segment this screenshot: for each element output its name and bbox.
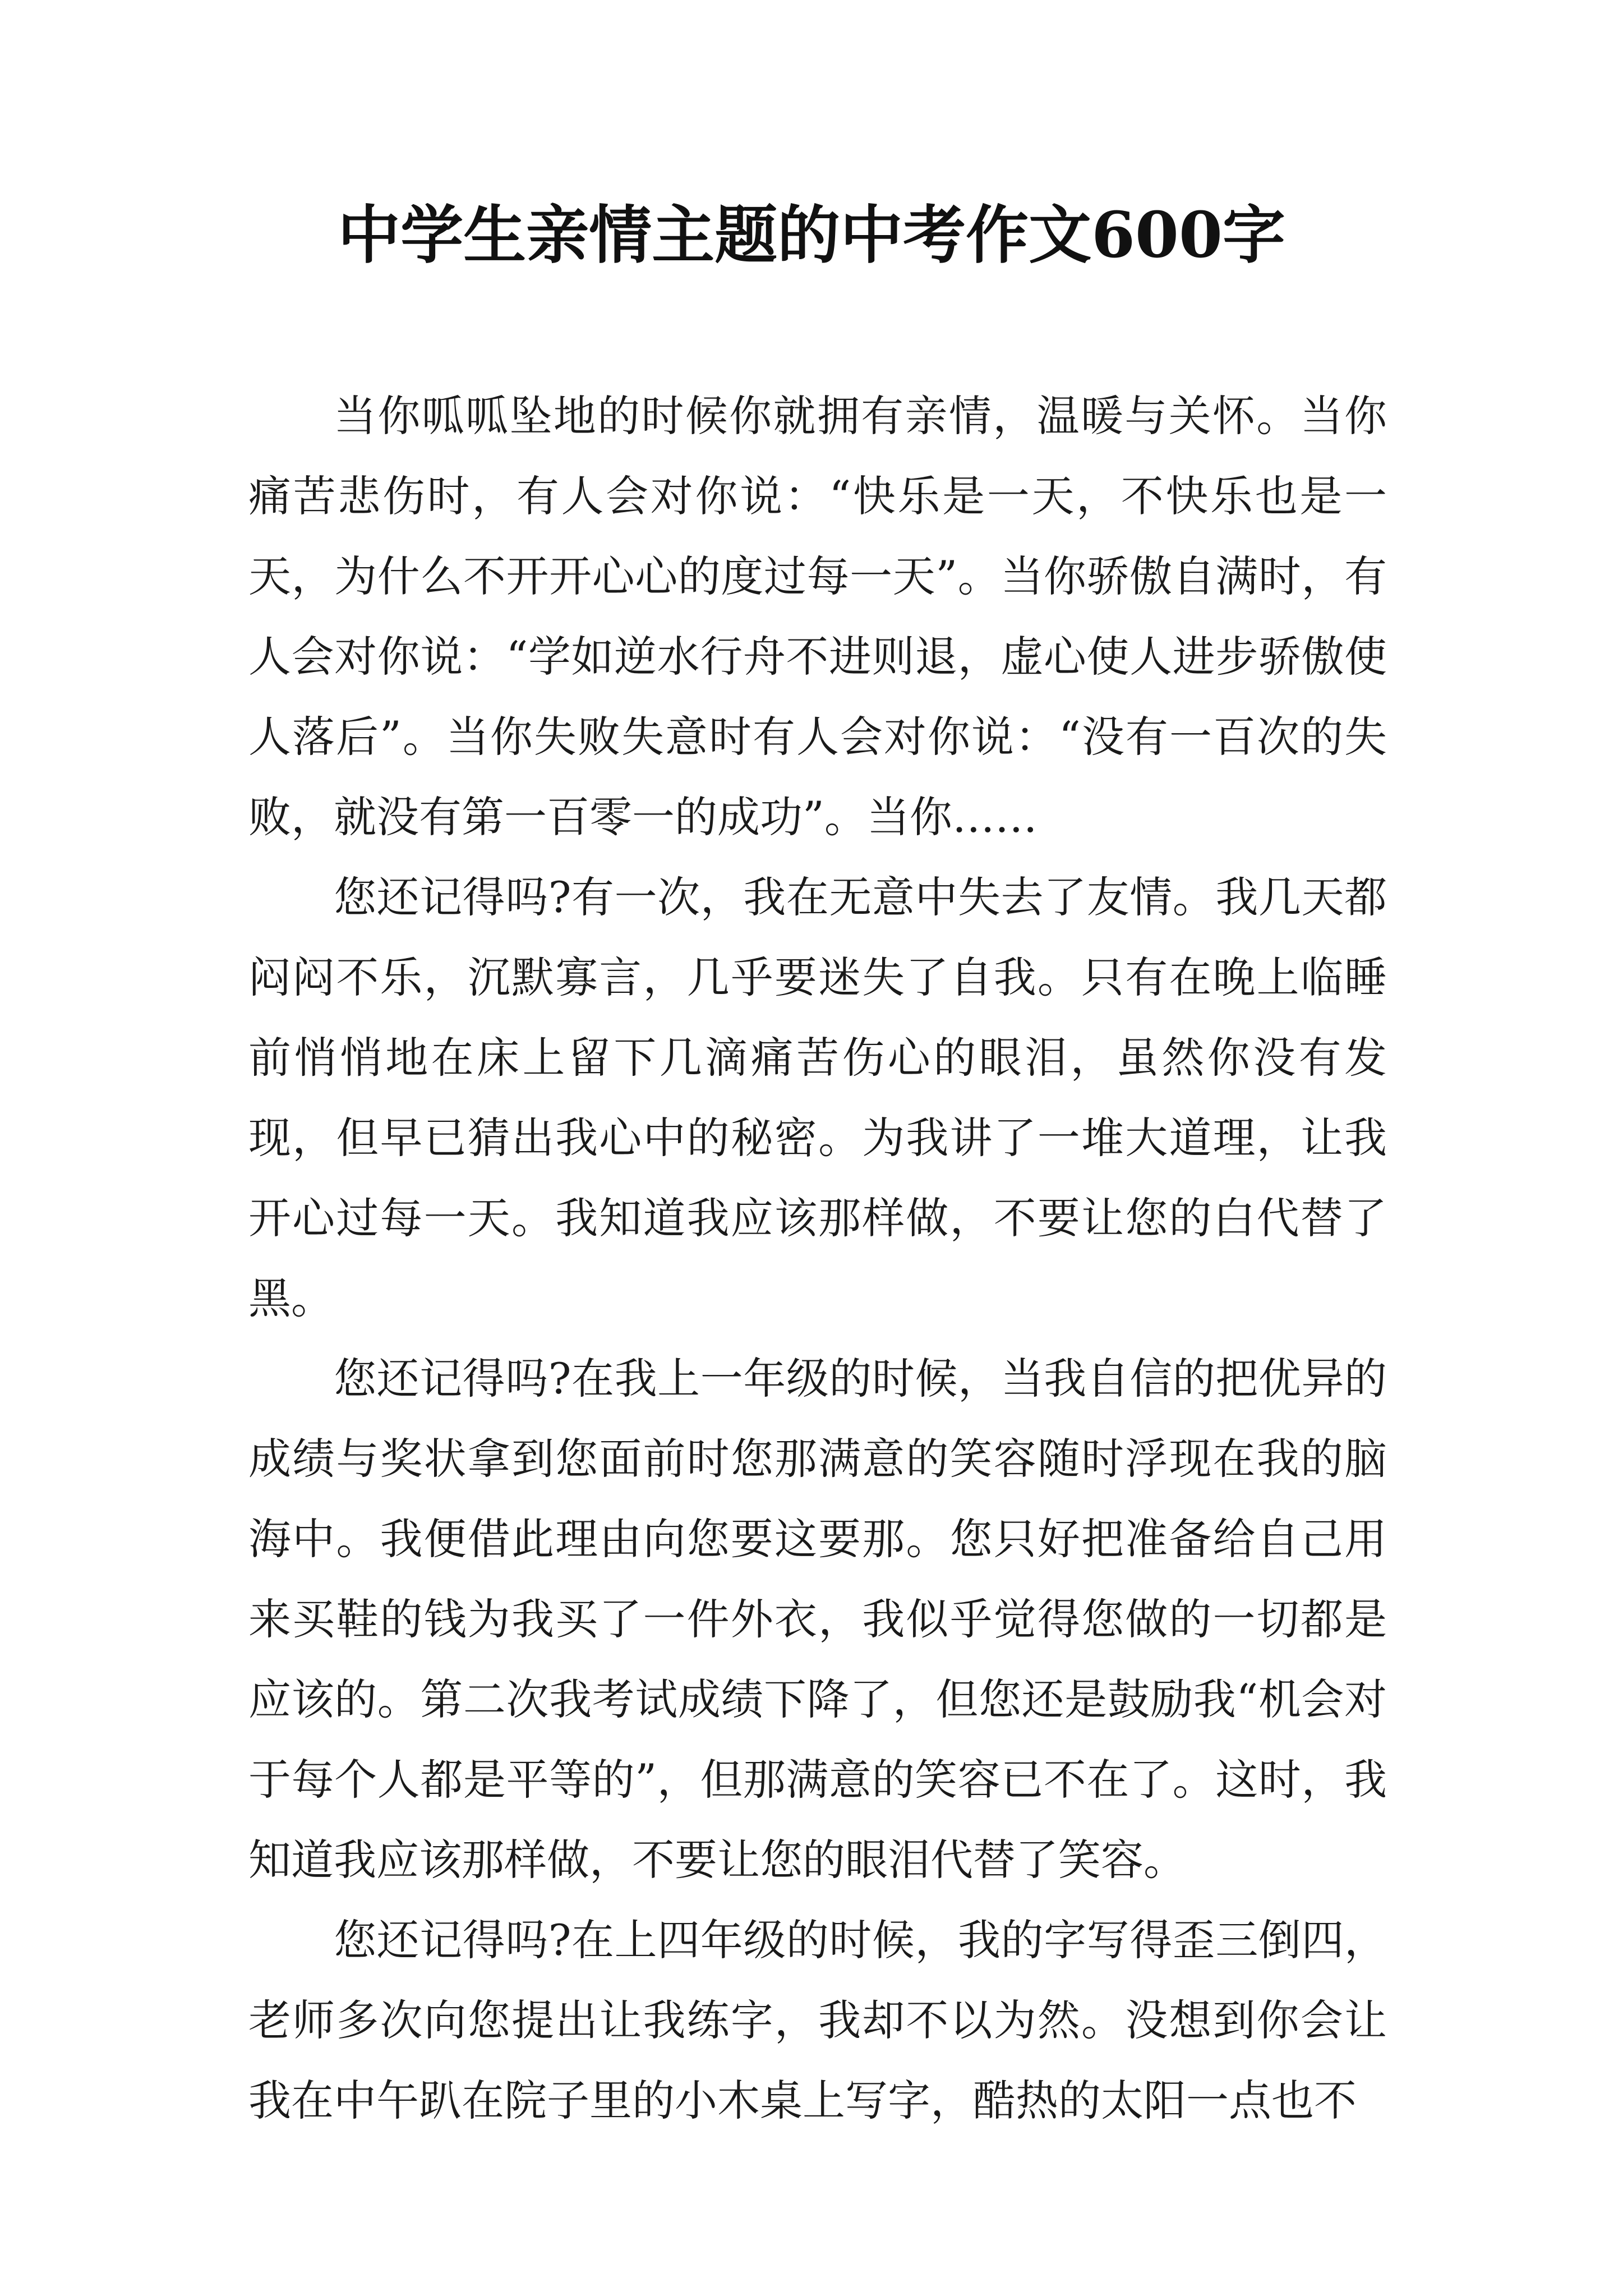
paragraph: 您还记得吗?在我上一年级的时候，当我自信的把优异的成绩与奖状拿到您面前时您那满意的笑容随时浮现在我的脑海中。我便借此理由向您要这要那。您只好把准备给自己用来买鞋的钱为我买了一件外衣，我似乎觉得您做的一切都是应该的。第二次我考试成绩下降了，但您还是鼓励我“机会对于每个人都是平等的”，但那满意的笑容已不在了。这时，我知道我应该那样做，不要让您的眼泪代替了笑容。 (248, 1354, 1387, 1885)
document-title: 中学生亲情主题的中考作文600字 (338, 199, 1285, 272)
paragraph: 当你呱呱坠地的时候你就拥有亲情，温暖与关怀。当你痛苦悲伤时，有人会对你说：“快乐是一天，不快乐也是一天，为什么不开开心心的度过每一天”。当你骄傲自满时，有人会对你说：“学如逆水行舟不进则退，虚心使人进步骄傲使人落后”。当你失败失意时有人会对你说：“没有一百次的失败，就没有第一百零一的成功”。当你…… (248, 391, 1387, 842)
document-body (248, 376, 1387, 2141)
paragraph: 您还记得吗?在上四年级的时候，我的字写得歪三倒四，老师多次向您提出让我练字，我却不以为然。没想到你会让我在中午趴在院子里的小木桌上写字，酷热的太阳一点也不 (248, 1915, 1387, 2125)
paragraph: 您还记得吗?有一次，我在无意中失去了友情。我几天都闷闷不乐，沉默寡言，几乎要迷失了自我。只有在晚上临睡前悄悄地在床上留下几滴痛苦伤心的眼泪，虽然你没有发现，但早已猜出我心中的秘密。为我讲了一堆大道理，让我开心过每一天。我知道我应该那样做，不要让您的白代替了黑。 (248, 872, 1387, 1323)
